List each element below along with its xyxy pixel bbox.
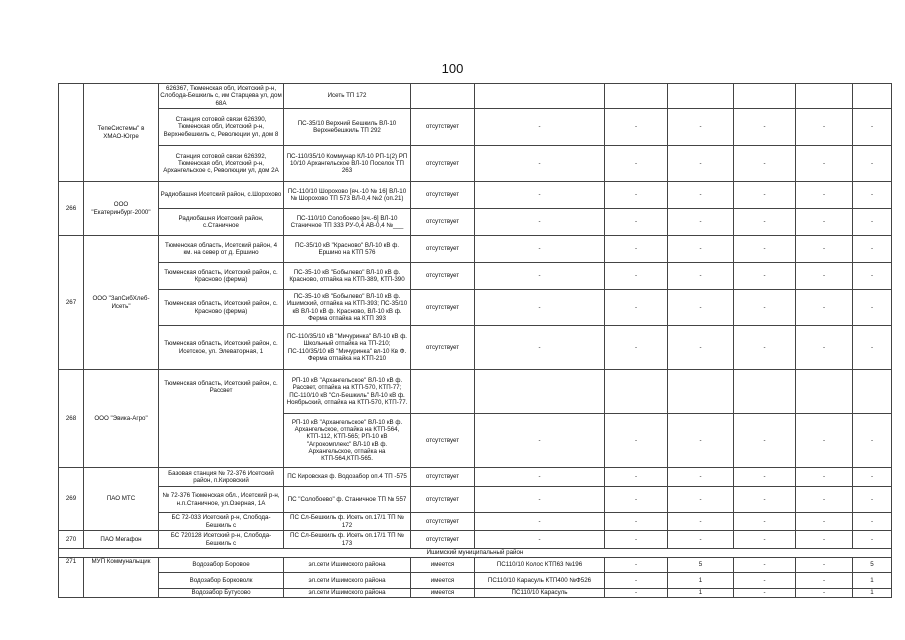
status-cell: отсутствует	[411, 209, 475, 236]
row-number: 268	[59, 370, 84, 468]
table-row	[59, 487, 892, 513]
table-row	[59, 370, 892, 414]
location-cell: БС 72-033 Исетский р-н, Слобода-Бешкиль с	[159, 513, 284, 531]
table-row	[59, 468, 892, 487]
value-cell: 1	[668, 573, 734, 589]
supply-cell: эл.сети Ишимского района	[284, 589, 411, 598]
value-cell: -	[853, 414, 892, 468]
table-row	[59, 84, 892, 109]
value-cell: -	[734, 109, 796, 146]
value-cell: -	[475, 468, 605, 487]
region-header-row	[59, 549, 892, 558]
supply-cell: РП-10 кВ "Архангельское" ВЛ-10 кВ ф. Рассвет, отпайка на КТП-570, КТП-77; ПС-110/10 кВ "Сл-Бешкиль" ВЛ-10 кВ ф. Ноябрьский, отпайка на КТП-570, КТП-77.	[284, 370, 411, 414]
status-cell	[411, 84, 475, 109]
status-cell: имеется	[411, 558, 475, 573]
value-cell: 1	[853, 589, 892, 598]
value-cell: -	[734, 209, 796, 236]
supply-cell: ПС-35/10 кВ "Красново" ВЛ-10 кВ ф. Ершино на КТП 576	[284, 236, 411, 263]
value-cell: -	[475, 182, 605, 209]
value-cell: 5	[853, 558, 892, 573]
value-cell: -	[475, 513, 605, 531]
value-cell: -	[734, 468, 796, 487]
value-cell: -	[605, 263, 668, 290]
table-row	[59, 326, 892, 370]
value-cell: -	[605, 513, 668, 531]
value-cell: -	[605, 326, 668, 370]
value-cell	[853, 84, 892, 109]
location-cell: Радиобашня Исетский район, с.Станичное	[159, 209, 284, 236]
value-cell: -	[853, 290, 892, 326]
value-cell: -	[475, 109, 605, 146]
value-cell: -	[605, 290, 668, 326]
location-cell: Базовая станция № 72-376 Исетский район, п.Кировский	[159, 468, 284, 487]
table-row	[59, 589, 892, 598]
value-cell: -	[853, 236, 892, 263]
value-cell: -	[796, 326, 853, 370]
value-cell: 5	[668, 558, 734, 573]
value-cell: 1	[853, 573, 892, 589]
location-cell: Тюменская область, Исетский район, с. Красново (ферма)	[159, 263, 284, 290]
location-cell: № 72-376 Тюменская обл., Исетский р-н, н.п.Станичное, ул.Озерная, 1А	[159, 487, 284, 513]
value-cell: -	[668, 531, 734, 549]
value-cell: -	[734, 573, 796, 589]
supply-cell: Исеть ТП 172	[284, 84, 411, 109]
value-cell: -	[668, 236, 734, 263]
value-cell: -	[853, 531, 892, 549]
value-cell: -	[853, 513, 892, 531]
value-cell	[605, 370, 668, 414]
value-cell: -	[853, 468, 892, 487]
row-number: 267	[59, 236, 84, 370]
supply-cell: ПС-110/10 Солобоево [яч.-6] ВЛ-10 Станичное ТП 333 РУ-0,4 АВ-0,4 №___	[284, 209, 411, 236]
status-cell: отсутствует	[411, 326, 475, 370]
status-cell: отсутствует	[411, 513, 475, 531]
status-cell: имеется	[411, 573, 475, 589]
value-cell	[734, 84, 796, 109]
status-cell: отсутствует	[411, 290, 475, 326]
value-cell: -	[475, 414, 605, 468]
value-cell	[668, 370, 734, 414]
value-cell: -	[853, 209, 892, 236]
location-cell: Тюменская область, Исетский район, с. Рассвет	[159, 370, 284, 468]
location-cell: Водозабор Борковолк	[159, 573, 284, 589]
location-cell: Водозабор Бутусово	[159, 589, 284, 598]
supply-cell: ПС-35-10 кВ "Бобылево" ВЛ-10 кВ ф. Ишимский, отпайка на КТП-393; ПС-35/10 кВ ВЛ-10 кВ ф. Красново, ВЛ-10 кВ ф. Ферма отпайка на КТП 393	[284, 290, 411, 326]
value-cell: -	[734, 146, 796, 182]
organization-name: ООО "ЗапСибХлеб-Исеть"	[84, 236, 159, 370]
table-row	[59, 290, 892, 326]
value-cell: -	[734, 531, 796, 549]
status-cell: отсутствует	[411, 236, 475, 263]
value-cell: -	[853, 182, 892, 209]
value-cell: -	[668, 326, 734, 370]
supply-cell: ПС-35/10 Верхний Бешкиль ВЛ-10 Верхнебешкиль ТП 292	[284, 109, 411, 146]
value-cell: -	[853, 326, 892, 370]
organization-name: ООО "Екатеринбург-2000"	[84, 182, 159, 236]
value-cell: -	[734, 182, 796, 209]
value-cell: -	[796, 209, 853, 236]
value-cell: -	[605, 468, 668, 487]
value-cell: -	[796, 263, 853, 290]
table-row	[59, 573, 892, 589]
value-cell	[605, 84, 668, 109]
value-cell: -	[734, 263, 796, 290]
location-cell: Радиобашня Исетский район, с.Шорохово	[159, 182, 284, 209]
value-cell: -	[605, 209, 668, 236]
value-cell: -	[605, 182, 668, 209]
value-cell: -	[605, 558, 668, 573]
value-cell: -	[605, 146, 668, 182]
supply-cell: ПС "Солобоево" ф. Станичное ТП № 557	[284, 487, 411, 513]
supply-cell: РП-10 кВ "Архангельское" ВЛ-10 кВ ф. Архангельское, отпайка на КТП-564, КТП-112, КТП-565; РП-10 кВ "Агрокомплекс" ВЛ-10 кВ ф. Архангельское, отпайка на КТП-564,КТП-565.	[284, 414, 411, 468]
status-cell: отсутствует	[411, 468, 475, 487]
value-cell: -	[734, 236, 796, 263]
value-cell: -	[605, 589, 668, 598]
status-cell	[411, 370, 475, 414]
value-cell: -	[796, 109, 853, 146]
value-cell: -	[668, 109, 734, 146]
value-cell: -	[796, 513, 853, 531]
value-cell: -	[605, 487, 668, 513]
status-cell: отсутствует	[411, 414, 475, 468]
value-cell: -	[475, 236, 605, 263]
supply-cell: эл.сети Ишимского района	[284, 573, 411, 589]
location-cell: 626367, Тюменская обл, Исетский р-н, Слобода-Бешкиль с, им Старцева ул, дом 68А	[160, 85, 282, 107]
location-cell: БС 720128 Исетский р-н, Слобода-Бешкиль с	[159, 531, 284, 549]
table-row	[59, 109, 892, 146]
table-row	[59, 146, 892, 182]
organization-name: ООО "Эвика-Агро"	[84, 370, 159, 468]
region-title: Ишимский муниципальный район	[59, 549, 892, 558]
table-row	[59, 209, 892, 236]
value-cell: -	[475, 326, 605, 370]
status-cell: отсутствует	[411, 263, 475, 290]
value-cell: -	[796, 146, 853, 182]
table-row	[59, 182, 892, 209]
organization-name: ПАО МТС	[84, 468, 159, 531]
location-cell: Тюменская область, Исетский район, 4 км. на север от д. Ершино	[159, 236, 284, 263]
row-number	[59, 84, 84, 182]
location-cell: Станция сотовой связи 626390, Тюменская обл, Исетский р-н, Верхнебешкиль с, Революции ул, дом 8	[159, 109, 284, 146]
supply-cell: ПС-110/35/10 кВ "Мичуринка" ВЛ-10 кВ ф. Школьный отпайка на ТП-210; ПС-110/35/10 кВ "Мичуринка" вл-10 Кв Ф. Ферма отпайка на КТП-210	[284, 326, 411, 370]
value-cell: -	[475, 531, 605, 549]
supply-cell: ПС-110/35/10 Коммунар КЛ-10 РП-1(2) РП 10/10 Архангельское ВЛ-10 Поселок ТП 263	[284, 146, 411, 182]
value-cell: -	[853, 109, 892, 146]
table-row	[59, 263, 892, 290]
value-cell	[475, 370, 605, 414]
value-cell	[796, 84, 853, 109]
table-row	[59, 558, 892, 573]
value-cell: -	[475, 487, 605, 513]
value-cell: -	[734, 589, 796, 598]
value-cell	[668, 84, 734, 109]
value-cell	[796, 370, 853, 414]
value-cell: -	[668, 513, 734, 531]
organization-name: ПАО Мегафон	[84, 531, 159, 549]
row-number: 271	[59, 558, 84, 598]
value-cell: -	[605, 236, 668, 263]
value-cell: -	[734, 513, 796, 531]
location-cell: Водозабор Боровое	[159, 558, 284, 573]
location-cell: Тюменская область, Исетский район, с. Исетское, ул. Элеваторная, 1	[159, 326, 284, 370]
value-cell: -	[668, 146, 734, 182]
value-cell: -	[796, 236, 853, 263]
table-row	[59, 513, 892, 531]
page-number: 100	[441, 61, 464, 76]
location-cell: Станция сотовой связи 626392, Тюменская обл, Исетский р-н, Архангельское с, Революции ул, дом 2А	[159, 146, 284, 182]
value-cell: -	[668, 468, 734, 487]
location-cell: Тюменская область, Исетский район, с. Красново (ферма)	[159, 290, 284, 326]
value-cell: -	[796, 531, 853, 549]
value-cell: -	[853, 263, 892, 290]
table-row	[59, 236, 892, 263]
substation-cell: ПС110/10 Колос КТП63 №196	[475, 558, 605, 573]
value-cell: -	[796, 573, 853, 589]
value-cell: -	[796, 290, 853, 326]
value-cell: -	[734, 414, 796, 468]
status-cell: отсутствует	[411, 109, 475, 146]
value-cell: -	[796, 468, 853, 487]
value-cell: 1	[668, 589, 734, 598]
supply-cell: ПС Сл-Бешкиль ф. Исеть оп.17/1 ТП № 173	[284, 531, 411, 549]
value-cell: -	[796, 558, 853, 573]
value-cell: -	[796, 589, 853, 598]
organization-name: ТепеСистемы" в ХМАО-Югре	[84, 84, 159, 182]
value-cell: -	[734, 558, 796, 573]
value-cell: -	[668, 182, 734, 209]
value-cell: -	[734, 326, 796, 370]
substation-cell: ПС110/10 Карасуль КТП400 №Ф526	[475, 573, 605, 589]
value-cell: -	[796, 487, 853, 513]
supply-cell: ПС-110/10 Шорохово [яч.-10 № 16] ВЛ-10 № Шорохово ТП 573 ВЛ-0,4 №2 (оп.21)	[284, 182, 411, 209]
data-table	[58, 83, 892, 598]
value-cell: -	[605, 414, 668, 468]
supply-cell: эл.сети Ишимского района	[284, 558, 411, 573]
value-cell	[853, 370, 892, 414]
row-number: 270	[59, 531, 84, 549]
value-cell: -	[605, 531, 668, 549]
organization-name: МУП Коммунальщик	[84, 558, 159, 598]
row-number: 266	[59, 182, 84, 236]
status-cell: отсутствует	[411, 487, 475, 513]
status-cell: отсутствует	[411, 182, 475, 209]
status-cell: отсутствует	[411, 531, 475, 549]
supply-cell: ПС Кировская ф. Водозабор оп.4 ТП -575	[284, 468, 411, 487]
substation-cell: ПС110/10 Карасуль	[475, 589, 605, 598]
table-row	[59, 531, 892, 549]
value-cell: -	[853, 487, 892, 513]
supply-cell: ПС-35-10 кВ "Бобылево" ВЛ-10 кВ ф. Красново, отпайка на КТП-389, КТП-390	[284, 263, 411, 290]
value-cell: -	[475, 263, 605, 290]
value-cell: -	[475, 146, 605, 182]
value-cell: -	[796, 182, 853, 209]
value-cell: -	[475, 209, 605, 236]
value-cell	[734, 370, 796, 414]
value-cell	[475, 84, 605, 109]
value-cell: -	[734, 487, 796, 513]
status-cell: отсутствует	[411, 146, 475, 182]
value-cell: -	[668, 414, 734, 468]
row-number: 269	[59, 468, 84, 531]
value-cell: -	[796, 414, 853, 468]
value-cell: -	[605, 573, 668, 589]
value-cell: -	[668, 487, 734, 513]
value-cell: -	[668, 290, 734, 326]
supply-cell: ПС Сл-Бешкиль ф. Исеть оп.17/1 ТП № 172	[284, 513, 411, 531]
value-cell: -	[668, 209, 734, 236]
value-cell: -	[475, 290, 605, 326]
value-cell: -	[853, 146, 892, 182]
value-cell: -	[734, 290, 796, 326]
status-cell: имеется	[411, 589, 475, 598]
value-cell: -	[668, 263, 734, 290]
value-cell: -	[605, 109, 668, 146]
